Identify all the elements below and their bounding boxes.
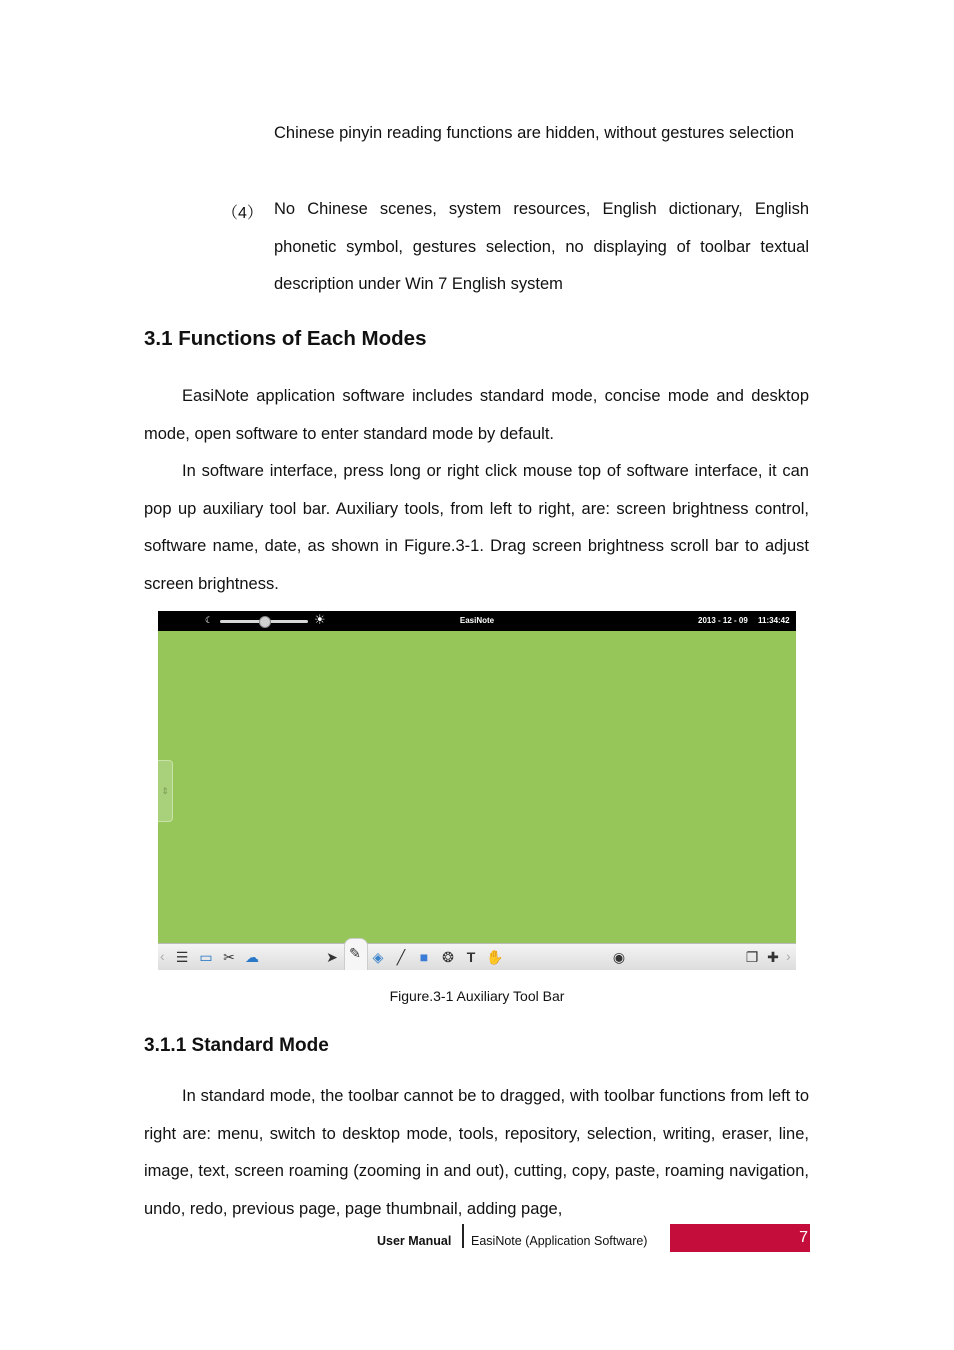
line-icon[interactable]: ╱ [396, 949, 406, 965]
add-page-icon[interactable]: ✚ [767, 949, 779, 965]
menu-icon[interactable]: ☰ [175, 949, 189, 965]
chevron-left-icon[interactable]: ‹ [160, 948, 165, 964]
app-name: EasiNote [459, 616, 495, 625]
footer-divider [462, 1224, 464, 1248]
repository-icon[interactable]: ☁ [245, 949, 259, 965]
list-item-3-continuation: Chinese pinyin reading functions are hidden, without gestures selection [274, 124, 795, 142]
thumbnail-icon[interactable]: ❐ [745, 949, 759, 965]
chevron-right-icon[interactable]: › [786, 948, 791, 964]
figure-screenshot [158, 611, 796, 970]
main-toolbar [158, 943, 796, 970]
pen-icon[interactable]: ✎ [349, 945, 361, 961]
select-icon[interactable]: ➤ [326, 949, 338, 965]
text-icon[interactable]: T [466, 949, 476, 965]
figure-caption: Figure.3-1 Auxiliary Tool Bar [389, 988, 565, 1004]
subsection-heading: 3.1.1 Standard Mode [144, 1035, 329, 1056]
roam-icon[interactable]: ✋ [486, 949, 504, 965]
eraser-icon[interactable]: ◈ [372, 949, 384, 965]
sun-icon: ☀ [314, 612, 326, 627]
image-icon[interactable]: ❂ [442, 949, 454, 965]
section-heading: 3.1 Functions of Each Modes [144, 327, 427, 350]
list-item-4: No Chinese scenes, system resources, English dictionary, English phonetic symbol, gestures selection, no displaying of toolbar textual description under Win 7 English system [274, 200, 809, 293]
subsection-paragraph: In standard mode, the toolbar cannot be to dragged, with toolbar functions from left to right are: menu, switch to desktop mode, tools, repository, selection, writing, eraser, line, image, text, screen roaming (zooming in and out), cutting, copy, paste, roaming navigation, undo, redo, previous page, page thumbnail, adding page, [144, 1087, 809, 1218]
footer-product-label: EasiNote (Application Software) [471, 1234, 648, 1248]
shape-icon[interactable]: ■ [419, 949, 429, 965]
time-display: 11:34:42 [758, 616, 790, 625]
list-marker-4: （4） [222, 205, 263, 222]
side-drawer-handle[interactable]: ⇕ [158, 760, 173, 822]
page-number: 7 [799, 1229, 808, 1246]
section-paragraph-1: EasiNote application software includes standard mode, concise mode and desktop mode, open software to enter standard mode by default. [144, 387, 809, 443]
section-paragraph-2: In software interface, press long or right click mouse top of software interface, it can pop up auxiliary tool bar. Auxiliary tools, from left to right, are: screen brightness control, software name, date, as shown in Figure.3-1. Drag screen brightness scroll bar to adjust screen brightness. [144, 462, 809, 593]
desktop-icon[interactable]: ▭ [199, 949, 213, 965]
navigation-icon[interactable]: ◉ [612, 949, 626, 965]
auxiliary-toolbar [158, 611, 796, 631]
tools-icon[interactable]: ✂ [223, 949, 235, 965]
footer-accent-bar [670, 1224, 810, 1252]
footer-manual-label: User Manual [377, 1234, 452, 1248]
moon-icon: ☾ [205, 615, 214, 625]
date-display: 2013 - 12 - 09 [698, 616, 748, 625]
